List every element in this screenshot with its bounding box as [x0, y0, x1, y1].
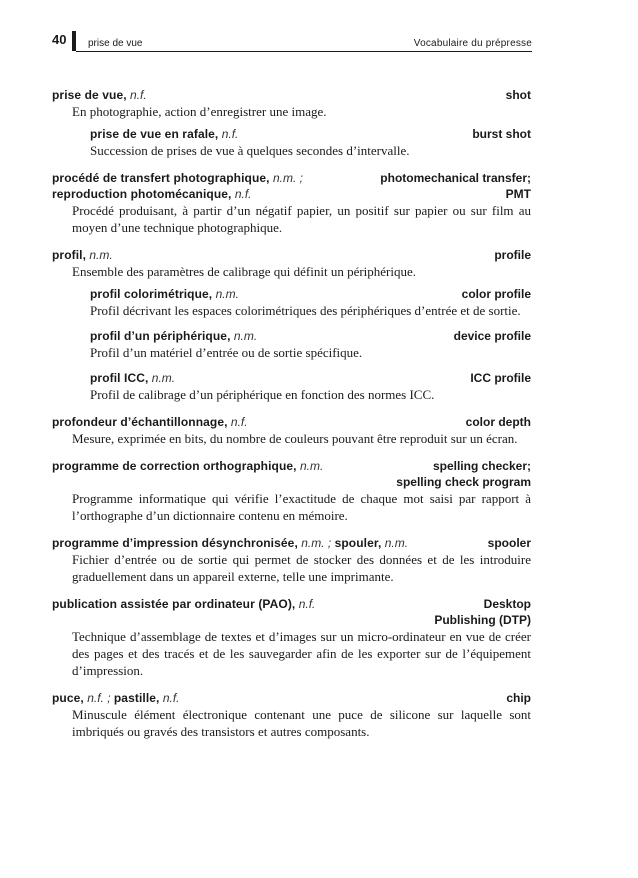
page-header — [52, 32, 532, 54]
grammar-tag-2: n.f. — [234, 187, 252, 201]
entry-profil — [52, 247, 531, 403]
term-row — [90, 328, 531, 344]
grammar-tag: n.f. — [221, 127, 239, 141]
section-title: prise de vue — [88, 38, 143, 49]
english-equivalent: spooler — [487, 536, 531, 550]
grammar-tag: n.m. — [299, 459, 324, 473]
entry-publication-assistee — [52, 596, 531, 679]
english-equivalent: color depth — [465, 415, 531, 429]
english-equivalent: device profile — [453, 329, 531, 343]
definition: Ensemble des paramètres de calibrage qui définit un périphérique. — [72, 264, 417, 279]
definition: Programme informatique qui vérifie l’exactitude de chaque mot saisi par rapport à l’orthographe d’un dictionnaire contenu en mémoire. — [72, 491, 531, 523]
english-equivalent: profile — [494, 248, 531, 262]
grammar-tag-2: n.m. — [384, 536, 409, 550]
entry-puce — [52, 690, 531, 740]
term-row — [52, 535, 531, 551]
grammar-tag: n.f. — [230, 415, 248, 429]
grammar-tag: n.m. — [233, 329, 258, 343]
definition: Profil de calibrage d’un périphérique en fonction des normes ICC. — [90, 387, 435, 402]
definition: Procédé produisant, à partir d’un négatif papier, un positif sur papier ou sur film au moyen d’une technique photographique. — [72, 203, 531, 235]
book-title: Vocabulaire du prépresse — [413, 38, 532, 49]
definition: Profil d’un matériel d’entrée ou de sortie spécifique. — [90, 345, 363, 360]
english-equivalent: shot — [505, 88, 531, 102]
english-equivalent: ICC profile — [470, 371, 531, 385]
entry-programme-correction — [52, 458, 531, 524]
term: programme de correction orthographique, — [52, 459, 297, 473]
term: procédé de transfert photographique, — [52, 171, 270, 185]
entry-procede-de-transfert — [52, 170, 531, 236]
english-equivalent: color profile — [461, 287, 531, 301]
entries-list — [52, 87, 531, 751]
grammar-tag: n.f. — [298, 597, 316, 611]
page-number: 40 — [52, 32, 67, 47]
term-row — [52, 596, 531, 612]
header-bar — [72, 31, 76, 51]
term: publication assistée par ordinateur (PAO), — [52, 597, 296, 611]
grammar-tag: n.m. ; — [272, 171, 303, 185]
grammar-tag-2: n.f. — [162, 691, 180, 705]
english-equivalent-2: PMT — [505, 187, 531, 201]
subentry-profil-colorimetrique — [90, 286, 531, 319]
term-row — [52, 247, 531, 263]
term-row — [52, 87, 531, 103]
subentry-prise-de-vue-en-rafale — [90, 126, 531, 159]
definition: Minuscule élément électronique contenant une puce de silicone sur laquelle sont imbriqués ou gravés des transistors et autres composants. — [72, 707, 531, 739]
term-row-2 — [52, 186, 531, 202]
term-row — [52, 690, 531, 706]
english-equivalent: photomechanical transfer; — [380, 171, 531, 185]
term: profil ICC, — [90, 371, 149, 385]
term: profondeur d’échantillonnage, — [52, 415, 228, 429]
english-equivalent: spelling checker; — [432, 459, 531, 473]
grammar-tag: n.f. — [130, 88, 147, 102]
entry-prise-de-vue — [52, 87, 531, 159]
term-2: reproduction photomécanique, — [52, 187, 232, 201]
english-equivalent-2: Publishing (DTP) — [434, 613, 531, 627]
term-row-2 — [52, 474, 531, 490]
definition: Fichier d’entrée ou de sortie qui permet de stocker des données et de les introduire graduellement dans un appareil externe, telle une imprimante. — [72, 552, 531, 584]
grammar-tag: n.f. ; — [87, 691, 111, 705]
term: programme d’impression désynchronisée, — [52, 536, 298, 550]
grammar-tag: n.m. — [215, 287, 239, 301]
english-equivalent: Desktop — [483, 597, 531, 611]
entry-programme-impression — [52, 535, 531, 585]
term-2: spouler, — [334, 536, 382, 550]
term: profil d’un périphérique, — [90, 329, 231, 343]
grammar-tag: n.m. — [151, 371, 176, 385]
definition: Succession de prises de vue à quelques secondes d’intervalle. — [90, 143, 410, 158]
header-rule — [76, 51, 532, 52]
term: prise de vue, — [52, 88, 127, 102]
english-equivalent-2: spelling check program — [396, 475, 531, 489]
term: puce, — [52, 691, 84, 705]
term-row — [90, 286, 531, 302]
english-equivalent: burst shot — [472, 127, 531, 141]
term: prise de vue en rafale, — [90, 127, 219, 141]
subentry-profil-icc — [90, 370, 531, 403]
term: profil colorimétrique, — [90, 287, 213, 301]
term-row — [52, 458, 531, 474]
grammar-tag: n.m. — [89, 248, 113, 262]
term-row-2 — [52, 612, 531, 628]
entry-profondeur — [52, 414, 531, 447]
definition: Technique d’assemblage de textes et d’images sur un micro-ordinateur en vue de créer des pages et des tracés et de les sauvegarder afin de les exporter sur de l’équipement d’impression. — [72, 629, 531, 678]
term: profil, — [52, 248, 87, 262]
term-row — [52, 170, 531, 186]
term-2: pastille, — [113, 691, 160, 705]
term-row — [90, 126, 531, 142]
definition: Mesure, exprimée en bits, du nombre de couleurs pouvant être reproduit sur un écran. — [72, 431, 518, 446]
term-row — [90, 370, 531, 386]
subentry-profil-peripherique — [90, 328, 531, 361]
definition: En photographie, action d’enregistrer une image. — [72, 104, 327, 119]
term-row — [52, 414, 531, 430]
english-equivalent: chip — [506, 691, 531, 705]
definition: Profil décrivant les espaces colorimétriques des périphériques d’entrée et de sortie. — [90, 303, 521, 318]
grammar-tag: n.m. ; — [301, 536, 332, 550]
